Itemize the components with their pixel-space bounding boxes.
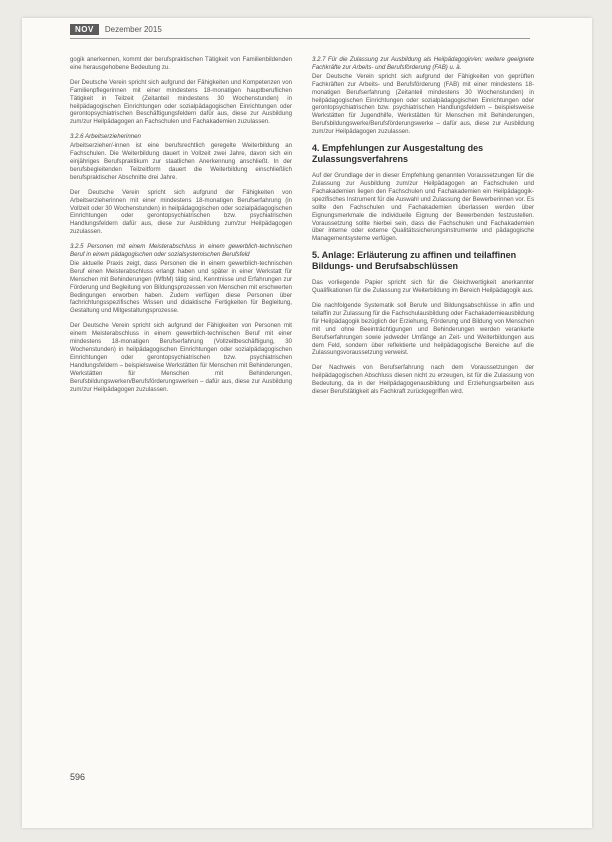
issue-date: Dezember 2015	[104, 25, 162, 34]
paragraph: Der Deutsche Verein spricht sich aufgrund der Fähigkeiten von geprüften Fachkräften zur Arbeits- und Berufsförderung (FAB) mit einer mindestens 18-monatigen Berufserfahrung (Zeitanteil mindestens 30 Wochenstunden) in heilpädagogischen Einrichtungen oder sozialpädagogischen Einrichtungen oder gerontopsychiatrischen bzw. psychiatrischen Handlungsfeldern – beispielsweise Werkstätten für Jugendhilfe, Werkstätten für Menschen mit Behinderungen, Berufsbildungswerke/Berufsförderungswerke – dafür aus, diese zur Ausbildung zum/zur Heilpädagogen zuzulassen.	[312, 72, 534, 136]
section-heading: 4. Empfehlungen zur Ausgestaltung des Zulassungsverfahrens	[312, 143, 484, 165]
section-heading: 5. Anlage: Erläuterung zu affinen und teilaffinen Bildungs- und Berufsabschlüssen	[312, 250, 517, 272]
subsection-heading: 3.2.7 Für die Zulassung zur Ausbildung als Heilpädagogin/en: weitere geeignete Fachkräfte zur Arbeits- und Berufsförderung (FAB) u. ä.	[312, 56, 534, 71]
paragraph: Die nachfolgende Systematik soll Berufe und Bildungsabschlüsse in affin und teilaffin zur Zulassung für die Fachschulausbildung oder Fachakademieausbildung für Heilpädagogik bezüglich der Erziehung, Förderung und Bildung von Menschen mit und ohne Beeinträchtigungen und Behinderungen werden verankerte Berufserfahrungen sowie jedweder Umfänge an Zeit- und Weiterbildungen aus dem Feld, sondern über reflektierte und heilpädagogische Bereiche auf die Zulassungsvoraussetzung verweist.	[312, 302, 534, 357]
issue-badge: NOV	[70, 24, 99, 35]
paragraph: Arbeitserzieher/-innen ist eine berufsrechtlich geregelte Weiterbildung an Fachschulen. Die Weiterbildung dauert in Vollzeit zwei Jahre, davon sich ein einjähriges Berufspraktikum zur staatlichen Anerkennung anschließt. In der berufsbegleitenden Teilzeitform dauert die Weiterbildung einschließlich berufspraktischer Abschnitte drei Jahre.	[70, 142, 292, 181]
paragraph: Auf der Grundlage der in dieser Empfehlung genannten Voraussetzungen für die Zulassung zur Ausbildung zum/zur Heilpädagogen an Fachschulen und Fachakademien liegen den Fachschulen und Fachakademien ein Heilpädagogik-spezifisches Instrument für die Auswahl und Zulassung der Bewerberinnen vor. Es sollte den Fachschulen und Fachakademien überlassen werden über Eignungsmerkmale die individuelle Eignung der Bewerbenden festzustellen. Voraussetzung sollte hierbei sein, dass die Fachschulen und Fachakademien über interne oder externe Qualitätssicherungsinstrumente und pädagogische Managementsysteme verfügen.	[312, 172, 534, 243]
page-header	[70, 24, 162, 35]
paragraph: Die aktuelle Praxis zeigt, dass Personen die in einem gewerblich-technischen Beruf einen Meisterabschluss erlangt haben und später in einer Werkstatt für Menschen mit Behinderungen (WfbM) tätig sind, Kenntnisse und Erfahrungen zur Förderung und Begleitung von Bildungsprozessen von Menschen mit erschwerten Bedingungen erworben haben. Zudem verfügen diese Personen über fachrichtungsspezifisches Wissen und didaktische Fertigkeiten für Begleitung, Gestaltung und Mitgestaltungsprozesse.	[70, 259, 292, 315]
subsection-heading: 3.2.6 Arbeitserzieherinnen	[70, 133, 141, 141]
subsection-heading: 3.2.5 Personen mit einem Meisterabschluss in einem gewerblich-technischen Beruf in einem pädagogischen oder sozialsystemischen Berufsfeld	[70, 243, 292, 259]
paragraph: Das vorliegende Papier spricht sich für die Gleichwertigkeit anerkannter Qualifikationen für die Zulassung zur Weiterbildung im Bereich Heilpädagogik aus.	[312, 279, 534, 295]
page-number: 596	[70, 772, 86, 782]
paragraph: Der Deutsche Verein spricht sich aufgrund der Fähigkeiten und Kompetenzen von Familienpflegerinnen mit einer mindestens 18-monatigen hauptberuflichen Tätigkeit in Teilzeit (Zeitanteil mindestens 30 Wochenstunden) in heilpädagogischen Einrichtungen oder sozialpädagogischen Einrichtungen oder gerontopsychiatrischen Beschäftigungsfeldern dafür aus, diese zur Ausbildung zum/zur Heilpädagogen an Fachschulen und Fachakademien zuzulassen.	[70, 78, 292, 126]
left-column	[70, 56, 292, 400]
paragraph: Der Deutsche Verein spricht sich aufgrund der Fähigkeiten von Personen mit einem Meisterabschluss in einem gewerblich-technischen Beruf mit einer mindestens 18-monatigen Berufserfahrung (Vollzeitbeschäftigung, 30 Wochenstunden) in heilpädagogischen Einrichtungen oder sozialpädagogischen Einrichtungen oder gerontopsychiatrischen bzw. psychiatrischen Handlungsfeldern – beispielsweise Werkstätten für Menschen mit Behinderungen, Werkstätten für Menschen mit Behinderungen, Berufsbildungswerken/Berufsförderungswerken – dafür aus, diese zur Ausbildung zum/zur Heilpädagogen zuzulassen.	[70, 322, 292, 393]
paragraph: Der Nachweis von Berufserfahrung nach dem Voraussetzungen der heilpädagogischen Abschluss diesen nicht zu erzeugen, ist für die Zulassung von Bedeutung, da in der Heilpädagogenausbildung und Erziehungsarbeiten aus dieser Berufstätigkeit als Fachkraft zurückgegriffen wird.	[312, 364, 534, 396]
header-divider	[70, 38, 530, 39]
paragraph: Der Deutsche Verein spricht sich aufgrund der Fähigkeiten von Arbeitserzieherinnen mit einer mindestens 18-monatigen Berufserfahrung (in Vollzeit oder 30 Wochenstunden) in heilpädagogischen oder sozialpädagogischen Einrichtungen oder gerontopsychiatrischen bzw. psychiatrischen Handlungsfeldern dafür aus, diese zur Ausbildung zum/zur Heilpädagogen zuzulassen.	[70, 188, 292, 236]
paragraph: gogik anerkennen, kommt der berufspraktischen Tätigkeit von Familienbildenden eine herausgehobene Bedeutung zu.	[70, 56, 292, 71]
right-column	[312, 56, 534, 403]
